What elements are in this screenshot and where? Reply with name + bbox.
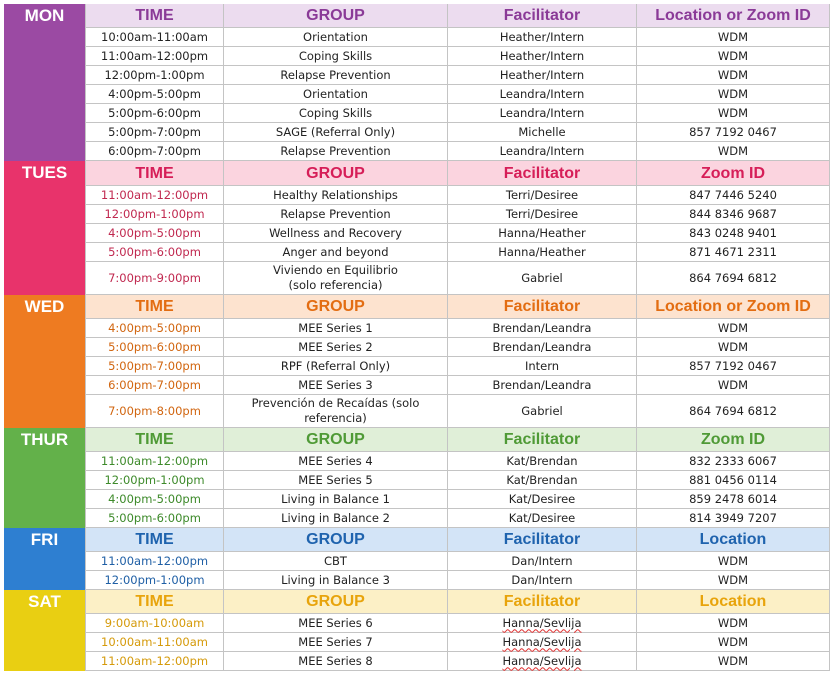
location-text: WDM (717, 377, 749, 392)
group-cell (223, 633, 447, 651)
facilitator-text: Hanna/Sevlija (502, 653, 582, 668)
facilitator-text: Gabriel (521, 403, 563, 418)
day-label: THUR (20, 430, 69, 449)
facilitator-cell (447, 262, 636, 294)
time-cell (85, 262, 223, 294)
location-cell (636, 319, 830, 337)
day-bar (4, 428, 85, 528)
group-text: Healthy Relationships (273, 187, 398, 202)
time-cell (85, 571, 223, 589)
facilitator-cell (447, 85, 636, 103)
group-cell (223, 205, 447, 223)
location-text: WDM (717, 339, 749, 354)
group-cell (223, 104, 447, 122)
day-label: TUES (21, 163, 68, 182)
group-cell (223, 652, 447, 670)
weekly-group-schedule (4, 4, 830, 671)
group-text: MEE Series 4 (298, 453, 373, 468)
time-text: 5:00pm-6:00pm (108, 510, 201, 525)
location-text: 871 4671 2311 (689, 244, 777, 259)
group-cell (223, 338, 447, 356)
column-header-group: GROUP (223, 528, 447, 551)
table-row (85, 471, 830, 490)
facilitator-cell (447, 123, 636, 141)
facilitator-text: Heather/Intern (499, 29, 585, 44)
column-header-group: GROUP (223, 590, 447, 613)
location-cell (636, 28, 830, 46)
time-cell (85, 357, 223, 375)
section-tues (4, 161, 830, 295)
location-text: WDM (717, 653, 749, 668)
column-header-group: GROUP (223, 295, 447, 318)
header-row (85, 295, 830, 319)
table-row (85, 28, 830, 47)
table-row (85, 85, 830, 104)
location-cell (636, 186, 830, 204)
table-row (85, 205, 830, 224)
time-cell (85, 633, 223, 651)
group-line: Prevención de Recaídas (solo (251, 396, 420, 410)
facilitator-text: Hanna/Heather (498, 244, 586, 259)
facilitator-text: Heather/Intern (499, 48, 585, 63)
column-header-time: TIME (85, 4, 223, 27)
header-row (85, 590, 830, 614)
time-cell (85, 376, 223, 394)
column-header-facilitator: Facilitator (447, 161, 636, 185)
facilitator-cell (447, 452, 636, 470)
section-sat (4, 590, 830, 671)
location-cell (636, 471, 830, 489)
location-text: WDM (717, 143, 749, 158)
group-text: CBT (324, 553, 347, 568)
location-cell (636, 224, 830, 242)
group-cell (223, 490, 447, 508)
time-cell (85, 338, 223, 356)
facilitator-cell (447, 243, 636, 261)
table-row (85, 338, 830, 357)
facilitator-cell (447, 614, 636, 632)
group-text: Relapse Prevention (280, 143, 391, 158)
facilitator-text: Brendan/Leandra (492, 339, 592, 354)
column-header-time: TIME (85, 528, 223, 551)
table-row (85, 104, 830, 123)
group-text: Living in Balance 3 (281, 572, 390, 587)
facilitator-cell (447, 633, 636, 651)
column-header-facilitator: Facilitator (447, 295, 636, 318)
section-wed (4, 295, 830, 428)
facilitator-text: Dan/Intern (511, 572, 573, 587)
location-text: 857 7192 0467 (689, 124, 777, 139)
time-text: 5:00pm-6:00pm (108, 105, 201, 120)
column-header-facilitator: Facilitator (447, 428, 636, 451)
facilitator-text: Terri/Desiree (505, 187, 579, 202)
facilitator-text: Kat/Desiree (508, 510, 576, 525)
group-cell (223, 571, 447, 589)
facilitator-cell (447, 376, 636, 394)
location-text: WDM (717, 634, 749, 649)
group-cell (223, 47, 447, 65)
facilitator-cell (447, 104, 636, 122)
table-row (85, 47, 830, 66)
facilitator-text: Kat/Brendan (506, 453, 578, 468)
group-text: Living in Balance 2 (281, 510, 390, 525)
facilitator-text: Terri/Desiree (505, 206, 579, 221)
facilitator-text: Kat/Brendan (506, 472, 578, 487)
facilitator-cell (447, 490, 636, 508)
facilitator-cell (447, 471, 636, 489)
group-text: MEE Series 8 (298, 653, 373, 668)
group-text: MEE Series 7 (298, 634, 373, 649)
location-cell (636, 142, 830, 160)
group-text: RPF (Referral Only) (280, 358, 391, 373)
time-text: 11:00am-12:00pm (100, 48, 209, 63)
location-text: 859 2478 6014 (689, 491, 777, 506)
facilitator-text: Dan/Intern (511, 553, 573, 568)
column-header-location: Location or Zoom ID (636, 295, 830, 318)
location-cell (636, 357, 830, 375)
table-row (85, 452, 830, 471)
group-text: Coping Skills (298, 105, 373, 120)
group-cell (223, 376, 447, 394)
location-text: 814 3949 7207 (689, 510, 777, 525)
group-line: Viviendo en Equilibrio (273, 263, 398, 277)
column-header-location: Zoom ID (636, 161, 830, 185)
header-row (85, 428, 830, 452)
location-text: WDM (717, 86, 749, 101)
facilitator-text: Gabriel (521, 270, 563, 285)
column-header-time: TIME (85, 590, 223, 613)
column-header-time: TIME (85, 161, 223, 185)
facilitator-text: Michelle (518, 124, 566, 139)
column-header-group: GROUP (223, 4, 447, 27)
day-table (85, 295, 830, 428)
group-cell (223, 471, 447, 489)
group-cell (223, 123, 447, 141)
day-table (85, 161, 830, 295)
time-text: 11:00am-12:00pm (100, 453, 209, 468)
time-text: 11:00am-12:00pm (100, 653, 209, 668)
column-header-location: Location (636, 590, 830, 613)
table-row (85, 614, 830, 633)
facilitator-cell (447, 66, 636, 84)
time-text: 5:00pm-6:00pm (108, 244, 201, 259)
group-cell (223, 224, 447, 242)
time-cell (85, 243, 223, 261)
time-cell (85, 28, 223, 46)
day-table (85, 528, 830, 590)
time-text: 5:00pm-7:00pm (108, 124, 201, 139)
time-cell (85, 142, 223, 160)
time-text: 12:00pm-1:00pm (104, 572, 205, 587)
time-text: 4:00pm-5:00pm (108, 320, 201, 335)
facilitator-cell (447, 205, 636, 223)
time-cell (85, 123, 223, 141)
location-cell (636, 205, 830, 223)
location-text: 844 8346 9687 (689, 206, 777, 221)
time-cell (85, 552, 223, 570)
time-text: 10:00am-11:00am (101, 634, 208, 649)
facilitator-cell (447, 28, 636, 46)
group-text: MEE Series 5 (298, 472, 373, 487)
time-cell (85, 395, 223, 427)
group-cell (223, 262, 447, 294)
day-bar (4, 295, 85, 428)
group-text: MEE Series 1 (298, 320, 373, 335)
column-header-group: GROUP (223, 161, 447, 185)
time-cell (85, 104, 223, 122)
table-row (85, 357, 830, 376)
time-text: 7:00pm-8:00pm (108, 403, 201, 418)
facilitator-cell (447, 357, 636, 375)
group-cell (223, 357, 447, 375)
location-cell (636, 633, 830, 651)
header-row (85, 528, 830, 552)
group-cell (223, 28, 447, 46)
facilitator-text: Hanna/Sevlija (502, 634, 582, 649)
time-text: 4:00pm-5:00pm (108, 225, 201, 240)
time-cell (85, 186, 223, 204)
location-cell (636, 571, 830, 589)
facilitator-cell (447, 395, 636, 427)
location-text: WDM (717, 29, 749, 44)
day-bar (4, 161, 85, 295)
location-text: 864 7694 6812 (689, 403, 777, 418)
location-text: 864 7694 6812 (689, 270, 777, 285)
table-row (85, 652, 830, 671)
location-text: WDM (717, 105, 749, 120)
location-cell (636, 243, 830, 261)
location-cell (636, 452, 830, 470)
column-header-group: GROUP (223, 428, 447, 451)
location-text: WDM (717, 48, 749, 63)
location-text: WDM (717, 572, 749, 587)
column-header-facilitator: Facilitator (447, 4, 636, 27)
location-cell (636, 85, 830, 103)
location-cell (636, 614, 830, 632)
group-cell (223, 614, 447, 632)
location-text: WDM (717, 320, 749, 335)
facilitator-text: Leandra/Intern (499, 143, 585, 158)
location-cell (636, 376, 830, 394)
table-row (85, 262, 830, 295)
group-text: Orientation (303, 86, 368, 101)
facilitator-cell (447, 224, 636, 242)
group-cell (223, 243, 447, 261)
time-text: 12:00pm-1:00pm (104, 67, 205, 82)
time-text: 4:00pm-5:00pm (108, 86, 201, 101)
column-header-facilitator: Facilitator (447, 528, 636, 551)
facilitator-cell (447, 47, 636, 65)
location-cell (636, 652, 830, 670)
location-cell (636, 262, 830, 294)
location-text: 881 0456 0114 (689, 472, 777, 487)
group-cell (223, 552, 447, 570)
location-cell (636, 47, 830, 65)
column-header-time: TIME (85, 295, 223, 318)
table-row (85, 319, 830, 338)
location-text: WDM (717, 67, 749, 82)
time-cell (85, 490, 223, 508)
group-cell (223, 395, 447, 427)
section-fri (4, 528, 830, 590)
group-cell (223, 85, 447, 103)
table-row (85, 395, 830, 428)
location-cell (636, 490, 830, 508)
location-text: WDM (717, 615, 749, 630)
group-text: Orientation (303, 29, 368, 44)
time-text: 5:00pm-7:00pm (108, 358, 201, 373)
facilitator-text: Heather/Intern (499, 67, 585, 82)
location-cell (636, 66, 830, 84)
time-text: 4:00pm-5:00pm (108, 491, 201, 506)
group-text: Wellness and Recovery (269, 225, 402, 240)
group-cell (223, 66, 447, 84)
group-line: referencia) (304, 411, 367, 425)
facilitator-cell (447, 652, 636, 670)
column-header-location: Zoom ID (636, 428, 830, 451)
group-text: Relapse Prevention (280, 67, 391, 82)
time-cell (85, 471, 223, 489)
time-text: 7:00pm-9:00pm (108, 270, 201, 285)
time-cell (85, 319, 223, 337)
group-cell (223, 452, 447, 470)
time-text: 10:00am-11:00am (101, 29, 208, 44)
group-text: Anger and beyond (282, 244, 389, 259)
column-header-facilitator: Facilitator (447, 590, 636, 613)
table-row (85, 243, 830, 262)
header-row (85, 161, 830, 186)
group-text: Living in Balance 1 (281, 491, 390, 506)
location-cell (636, 104, 830, 122)
group-text: Relapse Prevention (280, 206, 391, 221)
time-cell (85, 614, 223, 632)
day-label: WED (24, 297, 65, 316)
group-text: MEE Series 3 (298, 377, 373, 392)
day-table (85, 590, 830, 671)
time-text: 9:00am-10:00am (104, 615, 205, 630)
time-cell (85, 47, 223, 65)
facilitator-text: Kat/Desiree (508, 491, 576, 506)
table-row (85, 186, 830, 205)
facilitator-cell (447, 142, 636, 160)
group-text: MEE Series 2 (298, 339, 373, 354)
location-cell (636, 123, 830, 141)
table-row (85, 633, 830, 652)
time-text: 12:00pm-1:00pm (104, 206, 205, 221)
time-text: 11:00am-12:00pm (100, 553, 209, 568)
group-line: (solo referencia) (288, 278, 383, 292)
facilitator-text: Hanna/Sevlija (502, 615, 582, 630)
column-header-location: Location (636, 528, 830, 551)
time-text: 6:00pm-7:00pm (108, 143, 201, 158)
table-row (85, 571, 830, 590)
column-header-location: Location or Zoom ID (636, 4, 830, 27)
facilitator-text: Brendan/Leandra (492, 320, 592, 335)
facilitator-cell (447, 552, 636, 570)
day-label: FRI (30, 530, 59, 549)
header-row (85, 4, 830, 28)
time-cell (85, 85, 223, 103)
section-thur (4, 428, 830, 528)
facilitator-text: Intern (524, 358, 560, 373)
facilitator-text: Brendan/Leandra (492, 377, 592, 392)
day-table (85, 4, 830, 161)
table-row (85, 490, 830, 509)
table-row (85, 123, 830, 142)
facilitator-cell (447, 186, 636, 204)
facilitator-cell (447, 509, 636, 527)
table-row (85, 376, 830, 395)
time-cell (85, 652, 223, 670)
day-bar (4, 590, 85, 671)
day-table (85, 428, 830, 528)
table-row (85, 142, 830, 161)
time-text: 6:00pm-7:00pm (108, 377, 201, 392)
location-text: 843 0248 9401 (689, 225, 777, 240)
facilitator-cell (447, 319, 636, 337)
time-text: 12:00pm-1:00pm (104, 472, 205, 487)
facilitator-text: Leandra/Intern (499, 86, 585, 101)
time-cell (85, 509, 223, 527)
time-cell (85, 224, 223, 242)
location-text: 847 7446 5240 (689, 187, 777, 202)
table-row (85, 552, 830, 571)
group-text: MEE Series 6 (298, 615, 373, 630)
time-text: 5:00pm-6:00pm (108, 339, 201, 354)
facilitator-text: Hanna/Heather (498, 225, 586, 240)
table-row (85, 224, 830, 243)
group-cell (223, 142, 447, 160)
day-bar (4, 528, 85, 590)
group-cell (223, 509, 447, 527)
location-cell (636, 338, 830, 356)
day-label: MON (24, 6, 65, 25)
group-text: Coping Skills (298, 48, 373, 63)
group-text: SAGE (Referral Only) (275, 124, 396, 139)
time-cell (85, 66, 223, 84)
day-bar (4, 4, 85, 161)
facilitator-cell (447, 338, 636, 356)
time-text: 11:00am-12:00pm (100, 187, 209, 202)
column-header-time: TIME (85, 428, 223, 451)
time-cell (85, 452, 223, 470)
location-cell (636, 395, 830, 427)
location-text: 857 7192 0467 (689, 358, 777, 373)
group-cell (223, 319, 447, 337)
location-text: 832 2333 6067 (689, 453, 777, 468)
location-text: WDM (717, 553, 749, 568)
facilitator-text: Leandra/Intern (499, 105, 585, 120)
day-label: SAT (28, 592, 61, 611)
table-row (85, 66, 830, 85)
group-cell (223, 186, 447, 204)
location-cell (636, 552, 830, 570)
section-mon (4, 4, 830, 161)
location-cell (636, 509, 830, 527)
time-cell (85, 205, 223, 223)
facilitator-cell (447, 571, 636, 589)
table-row (85, 509, 830, 528)
